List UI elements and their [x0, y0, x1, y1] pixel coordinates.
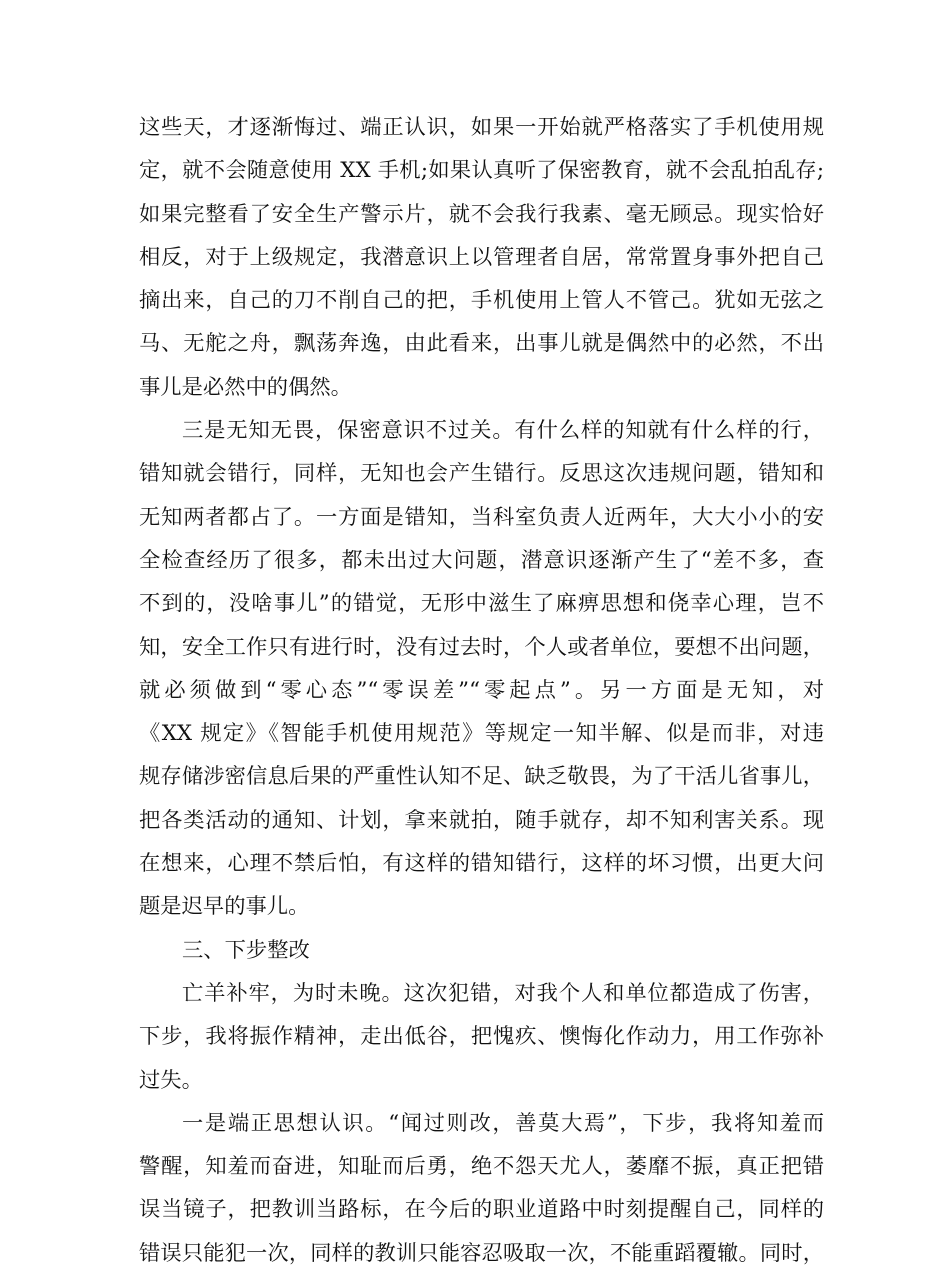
document-body	[139, 106, 824, 1275]
text-line: 错知就会错行，同样，无知也会产生错行。反思这次违规问题，错知和	[139, 461, 824, 487]
text-line: 在想来，心理不禁后怕，有这样的错知错行，这样的坏习惯，出更大问	[139, 851, 824, 877]
text-line: 无知两者都占了。一方面是错知，当科室负责人近两年，大大小小的安	[139, 504, 824, 530]
text-line: 这些天，才逐渐悔过、端正认识，如果一开始就严格落实了手机使用规	[139, 115, 824, 140]
text-line: 全检查经历了很多，都未出过大问题，潜意识逐渐产生了“差不多，查	[139, 547, 824, 573]
text-line: 误当镜子，把教训当路标，在今后的职业道路中时刻提醒自己，同样的	[139, 1197, 824, 1223]
text-line: 题是迟早的事儿。	[139, 894, 310, 920]
text-line: 规存储涉密信息后果的严重性认知不足、缺乏敬畏，为了干活儿省事儿，	[139, 764, 824, 790]
text-line: 摘出来，自己的刀不削自己的把，手机使用上管人不管己。犹如无弦之	[139, 288, 824, 314]
text-line: 事儿是必然中的偶然。	[139, 374, 352, 400]
text-line: 下步，我将振作精神，走出低谷，把愧疚、懊悔化作动力，用工作弥补	[139, 1024, 824, 1050]
text-line: 《XX 规定》《智能手机使用规范》等规定一知半解、似是而非，对违	[139, 721, 824, 747]
text-line: 相反，对于上级规定，我潜意识上以管理者自居，常常置身事外把自己	[139, 244, 824, 270]
text-line: 把各类活动的通知、计划，拿来就拍，随手就存，却不知利害关系。现	[139, 807, 824, 833]
text-line: 如果完整看了安全生产警示片，就不会我行我素、毫无顾忌。现实恰好	[139, 201, 824, 227]
text-line: 过失。	[139, 1067, 203, 1093]
text-line: 不到的，没啥事儿”的错觉，无形中滋生了麻痹思想和侥幸心理，岂不	[139, 591, 824, 617]
text-line: 定，就不会随意使用 XX 手机;如果认真听了保密教育，就不会乱拍乱存;	[139, 158, 824, 184]
section-heading: 三、下步整改	[182, 937, 310, 963]
text-line: 马、无舵之舟，飘荡奔逸，由此看来，出事儿就是偶然中的必然，不出	[139, 331, 824, 357]
paragraph-start-line: 三是无知无畏，保密意识不过关。有什么样的知就有什么样的行，	[182, 418, 824, 444]
text-line: 知，安全工作只有进行时，没有过去时，个人或者单位，要想不出问题，	[139, 634, 824, 660]
text-line: 就必须做到“零心态”“零误差”“零起点”。另一方面是无知，对	[139, 677, 824, 703]
text-line: 警醒，知羞而奋进，知耻而后勇，绝不怨天尤人，萎靡不振，真正把错	[139, 1154, 824, 1180]
paragraph-start-line: 亡羊补牢，为时未晚。这次犯错，对我个人和单位都造成了伤害，	[182, 980, 824, 1006]
paragraph-start-line: 一是端正思想认识。“闻过则改，善莫大焉”，下步，我将知羞而	[182, 1110, 824, 1136]
text-line: 错误只能犯一次，同样的教训只能容忍吸取一次，不能重蹈覆辙。同时，	[139, 1240, 824, 1266]
